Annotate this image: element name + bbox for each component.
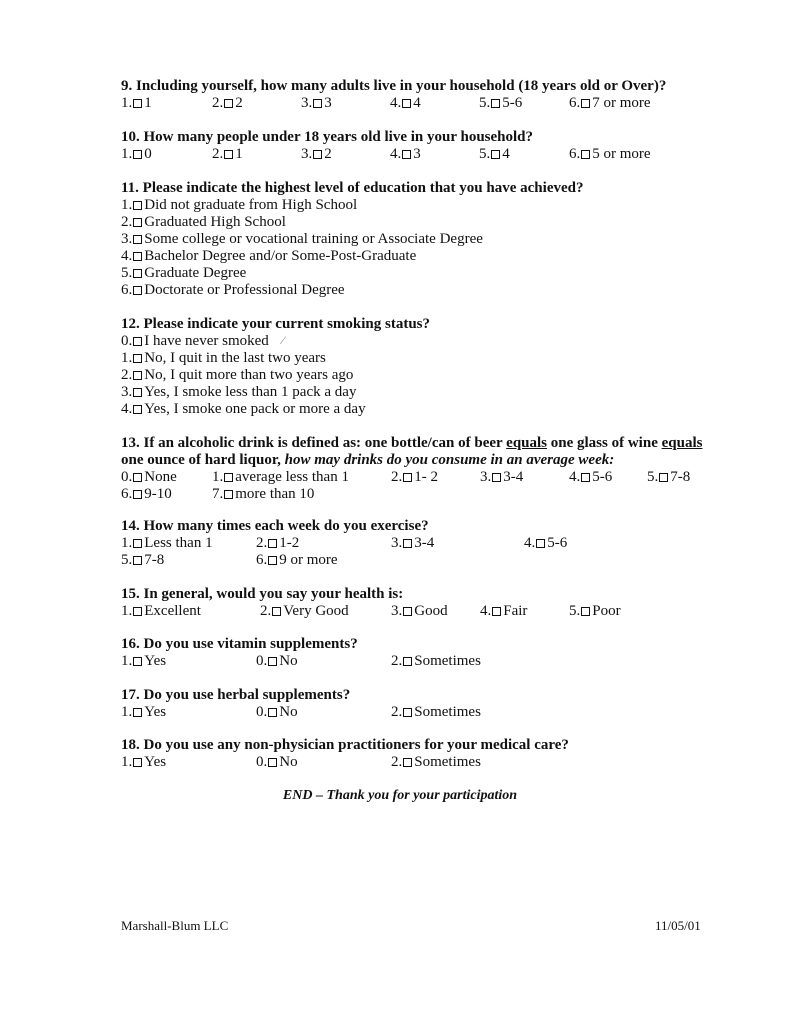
option-label: 4 <box>413 95 421 111</box>
option-7-0[interactable] <box>121 653 166 670</box>
checkbox-icon[interactable] <box>313 99 322 108</box>
option-label: 5 or more <box>592 146 651 162</box>
checkbox-icon[interactable] <box>224 150 233 159</box>
option-5-0[interactable] <box>121 535 213 552</box>
option-2-1[interactable] <box>121 214 286 230</box>
option-number: 6. <box>569 95 581 111</box>
checkbox-icon[interactable] <box>403 473 412 482</box>
option-number: 2. <box>121 214 133 230</box>
option-2-4[interactable] <box>121 265 246 281</box>
option-number: 1. <box>121 535 133 551</box>
options-row <box>121 469 721 486</box>
option-label: Sometimes <box>414 704 481 720</box>
option-number: 0. <box>256 704 268 720</box>
option-label: 1- 2 <box>414 469 438 485</box>
option-label: Sometimes <box>414 754 481 770</box>
option-6-4[interactable] <box>569 603 621 620</box>
option-line <box>121 282 721 299</box>
checkbox-icon[interactable] <box>133 490 142 499</box>
option-label: more than 10 <box>235 486 315 502</box>
checkbox-icon[interactable] <box>581 607 590 616</box>
option-number: 5. <box>569 603 581 619</box>
option-1-1[interactable] <box>212 146 243 163</box>
option-4-0[interactable] <box>121 469 177 486</box>
checkbox-icon[interactable] <box>224 99 233 108</box>
option-label: Good <box>414 603 448 619</box>
option-4-2[interactable] <box>391 469 438 486</box>
option-number: 1. <box>121 754 133 770</box>
option-4-3[interactable] <box>480 469 523 486</box>
options-row <box>121 95 721 112</box>
question-text: 9. Including yourself, how many adults live in your household (18 years old or Over)? <box>121 78 667 94</box>
q13-text-c: one glass of wine <box>547 435 662 451</box>
option-label: Poor <box>592 603 621 619</box>
option-4-1[interactable] <box>212 469 349 486</box>
option-label: Yes, I smoke less than 1 pack a day <box>144 384 357 400</box>
option-number: 5. <box>121 552 133 568</box>
option-line <box>121 214 721 231</box>
question-text: 10. How many people under 18 years old live in your household? <box>121 129 534 145</box>
option-5-4[interactable] <box>121 552 164 569</box>
options-row <box>121 704 721 721</box>
option-label: 0 <box>144 146 152 162</box>
q13-text-f: how may drinks do you consume in an average week: <box>284 452 615 468</box>
option-label: I have never smoked <box>144 333 269 349</box>
checkbox-icon[interactable] <box>403 607 412 616</box>
option-number: 4. <box>480 603 492 619</box>
option-number: 6. <box>256 552 268 568</box>
option-number: 1. <box>121 95 133 111</box>
checkbox-icon[interactable] <box>403 539 412 548</box>
option-number: 0. <box>256 754 268 770</box>
option-number: 6. <box>121 486 133 502</box>
option-number: 1. <box>121 350 133 366</box>
checkbox-icon[interactable] <box>133 371 142 380</box>
option-line <box>121 265 721 282</box>
option-number: 1. <box>212 469 224 485</box>
checkbox-icon[interactable] <box>492 473 501 482</box>
option-label: No <box>279 754 298 770</box>
question-text: 15. In general, would you say your health is: <box>121 586 404 602</box>
option-number: 3. <box>121 231 133 247</box>
option-line <box>121 197 721 214</box>
option-number: 5. <box>647 469 659 485</box>
footer-date: 11/05/01 <box>655 918 701 933</box>
question-text: 17. Do you use herbal supplements? <box>121 687 351 703</box>
pen-mark: ⁄ <box>282 333 285 347</box>
option-9-2[interactable] <box>391 754 481 771</box>
option-number: 3. <box>480 469 492 485</box>
checkbox-icon[interactable] <box>402 99 411 108</box>
option-2-0[interactable] <box>121 197 357 213</box>
option-number: 1. <box>121 653 133 669</box>
option-number: 2. <box>256 535 268 551</box>
q13-text-d: equals <box>661 435 703 451</box>
checkbox-icon[interactable] <box>224 490 233 499</box>
checkbox-icon[interactable] <box>581 150 590 159</box>
option-label: 2 <box>324 146 332 162</box>
option-number: 2. <box>391 469 403 485</box>
option-5-3[interactable] <box>524 535 567 552</box>
option-number: 2. <box>212 95 224 111</box>
option-label: 4 <box>502 146 510 162</box>
option-8-2[interactable] <box>391 704 481 721</box>
checkbox-icon[interactable] <box>133 708 142 717</box>
option-line <box>121 401 721 418</box>
option-5-2[interactable] <box>391 535 434 552</box>
option-label: 1 <box>144 95 152 111</box>
checkbox-icon[interactable] <box>133 539 142 548</box>
option-number: 2. <box>391 754 403 770</box>
option-6-2[interactable] <box>391 603 448 620</box>
option-number: 4. <box>390 95 402 111</box>
option-number: 2. <box>391 704 403 720</box>
option-label: Doctorate or Professional Degree <box>144 282 345 298</box>
checkbox-icon[interactable] <box>133 354 142 363</box>
option-number: 1. <box>121 146 133 162</box>
option-0-0[interactable] <box>121 95 152 112</box>
option-label: 3-4 <box>414 535 435 551</box>
checkbox-icon[interactable] <box>268 556 277 565</box>
checkbox-icon[interactable] <box>133 337 142 346</box>
option-0-2[interactable] <box>301 95 332 112</box>
option-label: 5-6 <box>547 535 568 551</box>
checkbox-icon[interactable] <box>268 657 277 666</box>
option-label: No <box>279 704 298 720</box>
option-number: 6. <box>121 282 133 298</box>
option-8-0[interactable] <box>121 704 166 721</box>
option-label: Bachelor Degree and/or Some-Post-Graduate <box>144 248 417 264</box>
option-label: 1 <box>235 146 243 162</box>
option-number: 2. <box>212 146 224 162</box>
option-6-0[interactable] <box>121 603 201 620</box>
option-0-1[interactable] <box>212 95 243 112</box>
checkbox-icon[interactable] <box>268 539 277 548</box>
option-0-5[interactable] <box>569 95 651 112</box>
checkbox-icon[interactable] <box>659 473 668 482</box>
option-9-1[interactable] <box>256 754 298 771</box>
question-text: 11. Please indicate the highest level of education that you have achieved? <box>121 180 584 196</box>
option-number: 3. <box>391 603 403 619</box>
option-label: 3 <box>324 95 332 111</box>
option-number: 5. <box>121 265 133 281</box>
checkbox-icon[interactable] <box>491 99 500 108</box>
checkbox-icon[interactable] <box>133 252 142 261</box>
option-number: 3. <box>301 146 313 162</box>
q13-text-a: 13. If an alcoholic drink is defined as: one bottle/can of beer <box>121 435 507 451</box>
option-6-1[interactable] <box>260 603 349 620</box>
checkbox-icon[interactable] <box>402 150 411 159</box>
checkbox-icon[interactable] <box>133 473 142 482</box>
option-label: Some college or vocational training or Associate Degree <box>144 231 483 247</box>
option-label: Fair <box>503 603 528 619</box>
option-label: 3-4 <box>503 469 524 485</box>
question-15 <box>121 586 721 620</box>
option-2-2[interactable] <box>121 231 483 247</box>
options-row <box>121 146 721 163</box>
option-label: Yes, I smoke one pack or more a day <box>144 401 366 417</box>
checkbox-icon[interactable] <box>536 539 545 548</box>
checkbox-icon[interactable] <box>133 150 142 159</box>
option-5-1[interactable] <box>256 535 299 552</box>
option-3-3[interactable] <box>121 384 356 400</box>
option-label: Less than 1 <box>144 535 213 551</box>
question-text: 16. Do you use vitamin supplements? <box>121 636 358 652</box>
option-number: 7. <box>212 486 224 502</box>
option-number: 4. <box>569 469 581 485</box>
question-text: 14. How many times each week do you exercise? <box>121 518 429 534</box>
option-label: 7-8 <box>670 469 691 485</box>
option-number: 4. <box>390 146 402 162</box>
option-line <box>121 384 721 401</box>
option-4-6[interactable] <box>121 486 172 503</box>
checkbox-icon[interactable] <box>133 758 142 767</box>
checkbox-icon[interactable] <box>133 218 142 227</box>
option-label: 9 or more <box>279 552 338 568</box>
checkbox-icon[interactable] <box>133 201 142 210</box>
option-label: Yes <box>144 653 167 669</box>
option-number: 1. <box>121 197 133 213</box>
option-number: 6. <box>569 146 581 162</box>
option-label: Yes <box>144 754 167 770</box>
option-line <box>121 248 721 265</box>
option-label: 2 <box>235 95 243 111</box>
option-3-4[interactable] <box>121 401 366 417</box>
checkbox-icon[interactable] <box>403 657 412 666</box>
option-number: 4. <box>121 248 133 264</box>
checkbox-icon[interactable] <box>133 269 142 278</box>
option-3-0[interactable] <box>121 333 269 349</box>
option-label: Sometimes <box>414 653 481 669</box>
option-label: 5-6 <box>502 95 523 111</box>
question-9 <box>121 78 721 112</box>
question-text: 18. Do you use any non-physician practitioners for your medical care? <box>121 737 569 753</box>
option-line <box>121 367 721 384</box>
option-label: No <box>279 653 298 669</box>
option-number: 1. <box>121 603 133 619</box>
option-6-3[interactable] <box>480 603 527 620</box>
option-number: 3. <box>391 535 403 551</box>
option-4-7[interactable] <box>212 486 314 503</box>
question-18 <box>121 737 721 771</box>
checkbox-icon[interactable] <box>272 607 281 616</box>
options-row <box>121 754 721 771</box>
option-number: 0. <box>256 653 268 669</box>
checkbox-icon[interactable] <box>581 473 590 482</box>
checkbox-icon[interactable] <box>133 99 142 108</box>
option-0-4[interactable] <box>479 95 522 112</box>
option-label: Very Good <box>283 603 349 619</box>
option-9-0[interactable] <box>121 754 166 771</box>
option-label: No, I quit in the last two years <box>144 350 326 366</box>
options-row <box>121 552 721 569</box>
question-text-line2 <box>121 452 721 469</box>
question-11 <box>121 180 721 299</box>
option-line <box>121 350 721 367</box>
option-5-5[interactable] <box>256 552 338 569</box>
option-number: 5. <box>479 146 491 162</box>
checkbox-icon[interactable] <box>403 708 412 717</box>
option-line <box>121 231 721 248</box>
option-label: Excellent <box>144 603 201 619</box>
options-row <box>121 653 721 670</box>
option-number: 0. <box>121 333 133 349</box>
option-number: 4. <box>121 401 133 417</box>
option-number: 4. <box>524 535 536 551</box>
question-12 <box>121 316 721 418</box>
option-1-0[interactable] <box>121 146 152 163</box>
checkbox-icon[interactable] <box>581 99 590 108</box>
option-number: 1. <box>121 704 133 720</box>
option-1-4[interactable] <box>479 146 510 163</box>
option-number: 3. <box>121 384 133 400</box>
option-7-1[interactable] <box>256 653 298 670</box>
checkbox-icon[interactable] <box>133 556 142 565</box>
q13-text-e: one ounce of hard liquor, <box>121 452 285 468</box>
option-label: 7 or more <box>592 95 651 111</box>
checkbox-icon[interactable] <box>492 607 501 616</box>
option-label: 7-8 <box>144 552 165 568</box>
end-message: END – Thank you for your participation <box>282 788 518 803</box>
question-text: 12. Please indicate your current smoking status? <box>121 316 431 332</box>
question-16 <box>121 636 721 670</box>
option-2-5[interactable] <box>121 282 345 298</box>
checkbox-icon[interactable] <box>224 473 233 482</box>
options-row <box>121 486 721 503</box>
options-row <box>121 535 721 552</box>
option-label: 3 <box>413 146 421 162</box>
q13-text-b: equals <box>506 435 548 451</box>
option-4-5[interactable] <box>647 469 690 486</box>
checkbox-icon[interactable] <box>403 758 412 767</box>
option-7-2[interactable] <box>391 653 481 670</box>
option-line <box>121 333 721 350</box>
footer-company: Marshall-Blum LLC <box>121 918 229 933</box>
option-label: No, I quit more than two years ago <box>144 367 354 383</box>
question-17 <box>121 687 721 721</box>
option-number: 5. <box>479 95 491 111</box>
option-label: None <box>144 469 177 485</box>
option-label: Graduate Degree <box>144 265 247 281</box>
option-number: 2. <box>121 367 133 383</box>
question-10 <box>121 129 721 163</box>
checkbox-icon[interactable] <box>313 150 322 159</box>
option-label: 5-6 <box>592 469 613 485</box>
option-number: 3. <box>301 95 313 111</box>
option-label: 1-2 <box>279 535 300 551</box>
option-2-3[interactable] <box>121 248 416 264</box>
option-label: 9-10 <box>144 486 172 502</box>
option-label: Yes <box>144 704 167 720</box>
option-1-3[interactable] <box>390 146 421 163</box>
option-1-5[interactable] <box>569 146 651 163</box>
option-number: 0. <box>121 469 133 485</box>
option-number: 2. <box>260 603 272 619</box>
checkbox-icon[interactable] <box>133 235 142 244</box>
option-8-1[interactable] <box>256 704 298 721</box>
checkbox-icon[interactable] <box>268 708 277 717</box>
checkbox-icon[interactable] <box>133 607 142 616</box>
question-14 <box>121 518 721 569</box>
options-row <box>121 603 721 620</box>
options-list <box>121 197 721 299</box>
option-label: Graduated High School <box>144 214 286 230</box>
checkbox-icon[interactable] <box>133 405 142 414</box>
question-text-line1 <box>121 435 721 452</box>
option-number: 2. <box>391 653 403 669</box>
option-label: average less than 1 <box>235 469 349 485</box>
option-3-1[interactable] <box>121 350 326 366</box>
option-4-4[interactable] <box>569 469 612 486</box>
question-13 <box>121 435 721 503</box>
option-0-3[interactable] <box>390 95 421 112</box>
option-label: Did not graduate from High School <box>144 197 358 213</box>
checkbox-icon[interactable] <box>133 388 142 397</box>
option-1-2[interactable] <box>301 146 332 163</box>
checkbox-icon[interactable] <box>133 286 142 295</box>
checkbox-icon[interactable] <box>268 758 277 767</box>
checkbox-icon[interactable] <box>133 657 142 666</box>
option-3-2[interactable] <box>121 367 353 383</box>
checkbox-icon[interactable] <box>491 150 500 159</box>
options-list <box>121 333 721 418</box>
